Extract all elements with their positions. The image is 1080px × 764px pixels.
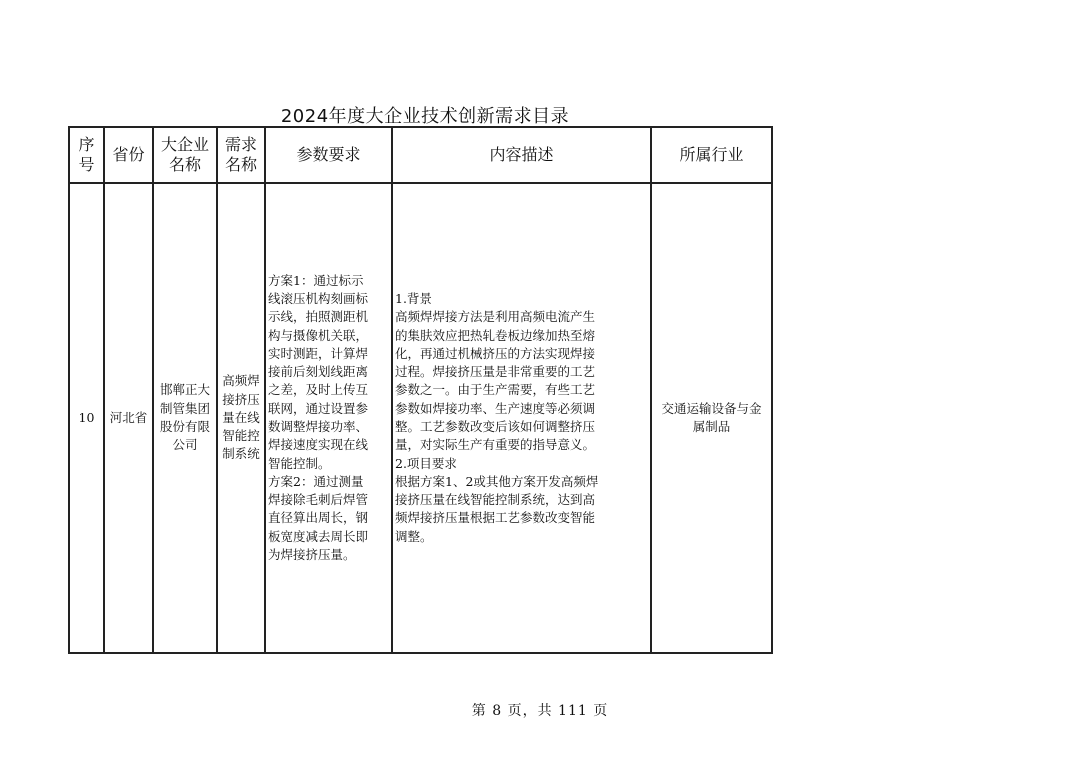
params-line: 为焊接挤压量。 (268, 547, 356, 563)
header-content: 内容描述 (392, 127, 651, 183)
params-line: 方案2：通过测量 (268, 473, 364, 489)
cell-demand: 高频焊接挤压量在线智能控制系统 (217, 183, 265, 653)
header-row (69, 127, 772, 183)
params-line: 实时测距，计算焊 (268, 345, 369, 361)
params-line: 构与摄像机关联， (268, 327, 369, 343)
cell-province: 河北省 (104, 183, 153, 653)
demand-table (68, 126, 773, 654)
cell-industry: 交通运输设备与金属制品 (651, 183, 772, 653)
content-line: 过程。焊接挤压量是非常重要的工艺 (395, 364, 596, 380)
page-title: 2024年度大企业技术创新需求目录 (280, 106, 570, 127)
cell-params (265, 183, 392, 653)
params-line: 板宽度减去周长即 (268, 528, 369, 544)
params-line: 焊接除毛刺后焊管 (268, 492, 369, 508)
params-line: 直径算出周长，钢 (268, 510, 369, 526)
content-line: 接挤压量在线智能控制系统，达到高 (395, 492, 596, 508)
cell-seq: 10 (69, 183, 104, 653)
header-params: 参数要求 (265, 127, 392, 183)
header-seq: 序号 (69, 127, 104, 183)
params-line: 联网，通过设置参 (268, 400, 369, 416)
content-line: 1.背景 (395, 290, 432, 306)
content-line: 参数之一。由于生产需要，有些工艺 (395, 382, 596, 398)
content-line: 化，再通过机械挤压的方法实现焊接 (395, 345, 596, 361)
params-line: 智能控制。 (268, 455, 331, 471)
params-line: 数调整焊接功率、 (268, 419, 369, 434)
params-line: 焊接速度实现在线 (268, 437, 369, 453)
content-line: 2.项目要求 (395, 455, 457, 471)
table-row (69, 183, 772, 653)
content-line: 整。工艺参数改变后该如何调整挤压 (395, 419, 596, 434)
params-line: 接前后刻划线距离 (268, 364, 369, 380)
content-line: 高频焊焊接方法是利用高频电流产生 (395, 309, 596, 325)
content-line: 参数如焊接功率、生产速度等必须调 (395, 400, 596, 416)
header-industry: 所属行业 (651, 127, 772, 183)
params-line: 示线，拍照测距机 (268, 309, 369, 325)
content-line: 量，对实际生产有重要的指导意义。 (395, 437, 596, 453)
params-line: 线滚压机构刻画标 (268, 290, 369, 306)
cell-company: 邯郸正大制管集团股份有限公司 (153, 183, 217, 653)
page-footer: 第 8 页，共 111 页 (471, 703, 609, 719)
header-demand: 需求名称 (217, 127, 265, 183)
content-line: 频焊接挤压量根据工艺参数改变智能 (395, 510, 596, 526)
content-line: 根据方案1、2或其他方案开发高频焊 (395, 473, 599, 489)
params-line: 方案1：通过标示 (268, 272, 364, 288)
header-company: 大企业名称 (153, 127, 217, 183)
content-line: 的集肤效应把热轧卷板边缘加热至熔 (395, 327, 596, 343)
cell-content (392, 183, 651, 653)
params-line: 之差，及时上传互 (268, 382, 369, 398)
header-province: 省份 (104, 127, 153, 183)
content-line: 调整。 (395, 528, 433, 544)
